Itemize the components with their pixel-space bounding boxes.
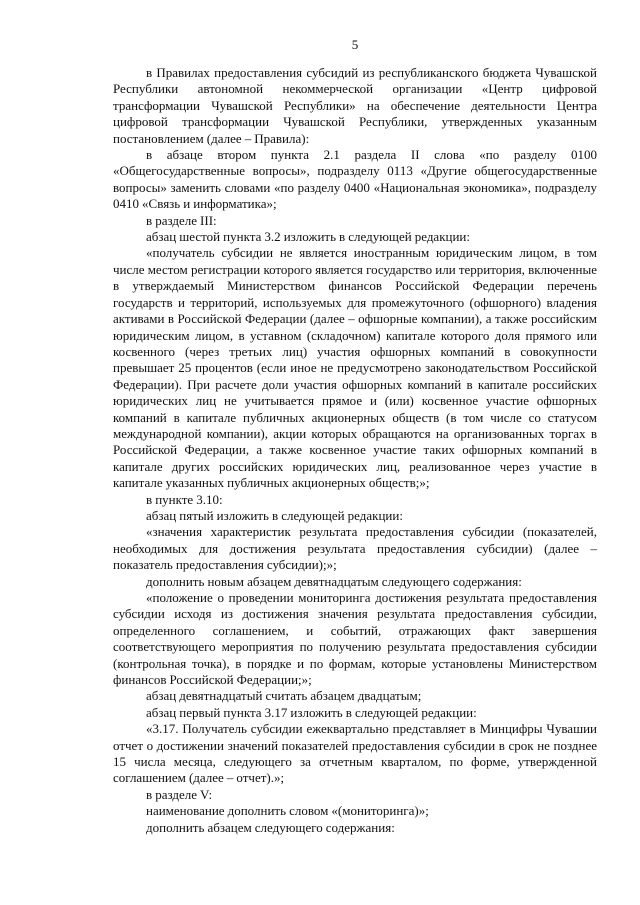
paragraph-item-3-17-intro: абзац первый пункта 3.17 изложить в следующей редакции: xyxy=(146,704,477,720)
page-number: 5 xyxy=(351,37,359,52)
paragraph-item-3-10-fifth: абзац пятый изложить в следующей редакции: xyxy=(146,507,403,523)
paragraph-section-5-heading: в разделе V: xyxy=(146,786,213,802)
paragraph-item-3-10-fifth-text: «значения характеристик результата предоставления субсидии (показателей, необходимых для достижения результата предоставления субсидии) (далее – показатель предоставления субсидии);»; xyxy=(113,524,597,573)
document-page xyxy=(113,0,597,836)
document-body xyxy=(113,65,597,836)
paragraph-renumber: абзац девятнадцатый считать абзацем двадцатым; xyxy=(146,688,422,704)
paragraph-section-5-add: дополнить абзацем следующего содержания: xyxy=(146,819,395,835)
paragraph-section-2-1: в абзаце втором пункта 2.1 раздела II слова «по разделу 0100 «Общегосударственные вопросы», подразделу 0113 «Другие общегосударственные вопросы» заменить словами «по разделу 0400 «Национальная экономика», подразделу 0410 «Связь и информатика»; xyxy=(113,147,597,212)
paragraph-item-3-10-add-text: «положение о проведении мониторинга достижения результата предоставления субсидии исходя из достижения значения результата предоставления субсидии, определенного соглашением, и событий, отражающих факт завершения соответствующего мероприятия по получению результата предоставления субсидии (контрольная точка), в порядке и по формам, которые установлены Министерством финансов Российской Федерации;»; xyxy=(113,590,597,688)
paragraph-item-3-2-text: «получатель субсидии не является иностранным юридическим лицом, в том числе местом регистрации которого является государство или территория, включенные в утверждаемый Министерством финансов Российской Федерации перечень государств и территорий, используемых для промежуточного (офшорного) владения активами в Российской Федерации (далее – офшорные компании), а также российским юридическим лицом, в уставном (складочном) капитале которого доля прямого или косвенного (через третьих лиц) участия офшорных компаний в совокупности превышает 25 процентов (если иное не предусмотрено законодательством Российской Федерации). При расчете доли участия офшорных компаний в капитале российских юридических лиц не учитывается прямое и (или) косвенное участие офшорных компаний в капитале публичных акционерных обществ (в том числе со статусом международной компании), акции которых обращаются на организованных торгах в Российской Федерации, а также косвенное участие таких офшорных компаний в капитале других российских юридических лиц, реализованное через участие в капитале указанных публичных акционерных обществ;»; xyxy=(113,245,597,491)
paragraph-section-3-heading: в разделе III: xyxy=(146,212,217,228)
paragraph-item-3-2-intro: абзац шестой пункта 3.2 изложить в следующей редакции: xyxy=(146,229,470,245)
paragraph-item-3-10-add: дополнить новым абзацем девятнадцатым следующего содержания: xyxy=(146,573,522,589)
paragraph-item-3-17-text: «3.17. Получатель субсидии ежеквартально представляет в Минцифры Чувашии отчет о достижении значений показателей предоставления субсидии в срок не позднее 15 числа месяца, следующего за отчетным кварталом, по форме, утвержденной соглашением (далее – отчет).»; xyxy=(113,721,597,786)
paragraph-section-5-title: наименование дополнить словом «(мониторинга)»; xyxy=(146,803,429,819)
paragraph-item-3-10-heading: в пункте 3.10: xyxy=(146,491,223,507)
paragraph-rules-intro: в Правилах предоставления субсидий из республиканского бюджета Чувашской Республики автономной некоммерческой организации «Центр цифровой трансформации Чувашской Республики» на обеспечение деятельности Центра цифровой трансформации Чувашской Республики, утвержденных указанным постановлением (далее – Правила): xyxy=(113,65,597,146)
